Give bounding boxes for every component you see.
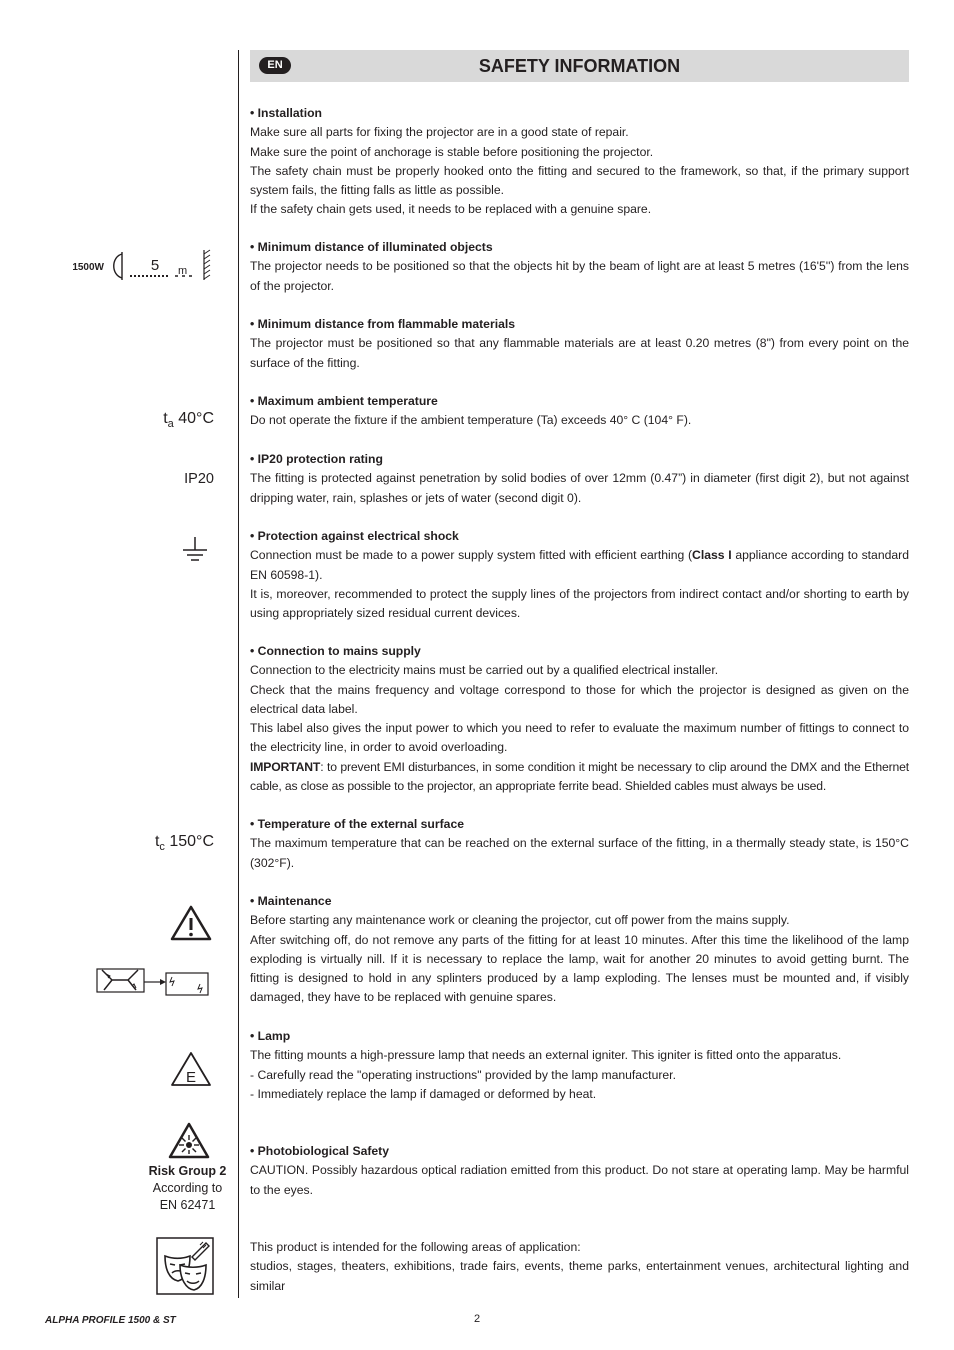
section-line: The projector must be positioned so that any flammable materials are at least 0.20 metres (8") from every point on the surface of the fitting. bbox=[250, 336, 909, 370]
section-mains-supply bbox=[250, 642, 909, 796]
section-line: It is, moreover, recommended to protect the supply lines of the projectors from indirect contact and/or shorting to earth by using appropriately sized residual current devices. bbox=[250, 586, 909, 621]
section-line: - Immediately replace the lamp if damaged or deformed by heat. bbox=[250, 1086, 597, 1101]
section-flammable-distance bbox=[250, 315, 909, 373]
lamp-letter: E bbox=[185, 1069, 197, 1086]
important-label: IMPORTANT bbox=[250, 759, 321, 774]
warning-triangle-icon bbox=[170, 904, 212, 942]
section-line bbox=[250, 758, 909, 797]
section-surface-temperature bbox=[250, 815, 909, 873]
section-line: Before starting any maintenance work or cleaning the projector, cut off power from the mains supply. bbox=[250, 913, 790, 928]
section-line: studios, stages, theaters, exhibitions, trade fairs, events, theme parks, entertainment venues, architectural lighting and similar bbox=[250, 1259, 909, 1293]
section-line: If the safety chain gets used, it needs to be replaced with a genuine spare. bbox=[250, 202, 652, 217]
section-line: The maximum temperature that can be reached on the external surface of the fitting, in a thermally steady state, is 150°C (302°F). bbox=[250, 836, 909, 870]
section-heading: • Photobiological Safety bbox=[250, 1144, 390, 1158]
t-letter: t bbox=[154, 833, 160, 850]
language-badge: EN bbox=[259, 57, 291, 74]
lamp-e-triangle-icon bbox=[170, 1050, 212, 1088]
risk-line: EN 62471 bbox=[159, 1198, 216, 1212]
section-maintenance bbox=[250, 892, 909, 1008]
section-heading: • Protection against electrical shock bbox=[250, 529, 459, 543]
earth-ground-icon bbox=[182, 536, 208, 564]
surface-temp-symbol bbox=[120, 833, 214, 853]
margin-divider bbox=[238, 50, 239, 1298]
page-title: SAFETY INFORMATION bbox=[478, 56, 681, 76]
class-label: Class I bbox=[692, 548, 732, 563]
section-installation bbox=[250, 104, 909, 220]
section-heading: • Maximum ambient temperature bbox=[250, 394, 438, 408]
section-heading: • Minimum distance from flammable materials bbox=[250, 317, 516, 331]
section-heading: • Installation bbox=[250, 106, 322, 120]
section-ambient-temperature bbox=[250, 392, 909, 431]
section-heading: • Temperature of the external surface bbox=[250, 817, 465, 831]
section-heading: • Maintenance bbox=[250, 894, 332, 908]
risk-group-note bbox=[140, 1163, 235, 1214]
temp-value: 150°C bbox=[164, 833, 214, 850]
temp-value: 40°C bbox=[173, 410, 214, 427]
section-line: The safety chain must be properly hooked onto the fitting and secured to the framework, so that, if the primary support system fails, the fitting falls as little as possible. bbox=[250, 163, 909, 198]
section-application bbox=[250, 1238, 909, 1296]
ip-rating-label: IP20 bbox=[184, 471, 214, 487]
section-line: This label also gives the input power to which you need to refer to evaluate the maximum number of fittings to connect to the electricity line, in order to avoid overloading. bbox=[250, 721, 909, 755]
subscript: c bbox=[159, 841, 165, 854]
section-line: Make sure all parts for fixing the projector are in a good state of repair. bbox=[250, 125, 629, 140]
section-ip20 bbox=[250, 450, 909, 508]
replace-lens-icon bbox=[96, 966, 210, 998]
t-letter: t bbox=[163, 410, 168, 427]
section-line: CAUTION. Possibly hazardous optical radiation emitted from this product. Do not stare at operating lamp. May be harmful to the eyes. bbox=[250, 1163, 909, 1197]
section-heading: • Lamp bbox=[250, 1029, 291, 1043]
section-heading: • Connection to mains supply bbox=[250, 644, 421, 658]
section-line: Check that the mains frequency and voltage correspond to those for which the projector is designed as given on the electrical data label. bbox=[250, 682, 909, 716]
footer-model: ALPHA PROFILE 1500 & ST bbox=[45, 1315, 176, 1326]
text-run: Connection must be made to a power supply system fitted with efficient earthing ( bbox=[250, 548, 693, 563]
section-line: This product is intended for the following areas of application: bbox=[250, 1240, 581, 1254]
section-line: The fitting mounts a high-pressure lamp that needs an external igniter. This igniter is fitted onto the apparatus. bbox=[250, 1048, 842, 1063]
section-line: Make sure the point of anchorage is stable before positioning the projector. bbox=[250, 144, 654, 159]
section-lamp bbox=[250, 1027, 909, 1104]
section-line: Connection to the electricity mains must be carried out by a qualified electrical installer. bbox=[250, 663, 719, 678]
distance-unit: m bbox=[178, 265, 188, 277]
ambient-temp-symbol bbox=[120, 410, 214, 430]
section-line bbox=[250, 546, 909, 585]
text-run: appliance according to standard EN 60598-1). bbox=[250, 548, 909, 582]
section-header bbox=[250, 50, 909, 82]
optical-radiation-icon bbox=[168, 1122, 210, 1160]
section-line: After switching off, do not remove any parts of the fitting for at least 10 minutes. After this time the likelihood of the lamp exploding is virtually nill. If it is necessary to replace the lamp, wait for another 20 minutes to avoid getting burnt. The fitting is designed to hold in any splinters produced by a lamp exploding. The lenses must be mounted and, if visibly damaged, they have to be replaced with genuine spares. bbox=[250, 932, 909, 1005]
theater-masks-icon bbox=[156, 1237, 214, 1295]
section-electrical-shock bbox=[250, 527, 909, 623]
risk-line: According to bbox=[152, 1181, 223, 1195]
section-line: - Carefully read the "operating instructions" provided by the lamp manufacturer. bbox=[250, 1067, 676, 1082]
section-photobiological bbox=[250, 1142, 909, 1200]
section-line: The fitting is protected against penetration by solid bodies of over 12mm (0.47”) in diameter (first digit 2), but not against dripping water, rain, splashes or jets of water (second digit 0). bbox=[250, 471, 909, 505]
risk-group-label: Risk Group 2 bbox=[148, 1164, 227, 1178]
section-heading: • Minimum distance of illuminated objects bbox=[250, 240, 493, 254]
subscript: a bbox=[167, 418, 174, 431]
section-heading: • IP20 protection rating bbox=[250, 452, 383, 466]
section-line: The projector needs to be positioned so that the objects hit by the beam of light are at least 5 metres (16'5'') from the lens of the projector. bbox=[250, 259, 909, 293]
page-number: 2 bbox=[473, 1313, 481, 1325]
section-line: Do not operate the fixture if the ambient temperature (Ta) exceeds 40° C (104° F). bbox=[250, 413, 692, 428]
wattage-label: 1500W bbox=[72, 262, 104, 273]
text-run: : to prevent EMI disturbances, in some condition it might be necessary to clip around the DMX and the Ethernet cable, as close as possible to the projector, an appropriate ferrite bead. Shielded cables must always be used. bbox=[250, 759, 909, 794]
section-illuminated-distance bbox=[250, 238, 909, 296]
distance-value: 5 bbox=[150, 257, 160, 274]
